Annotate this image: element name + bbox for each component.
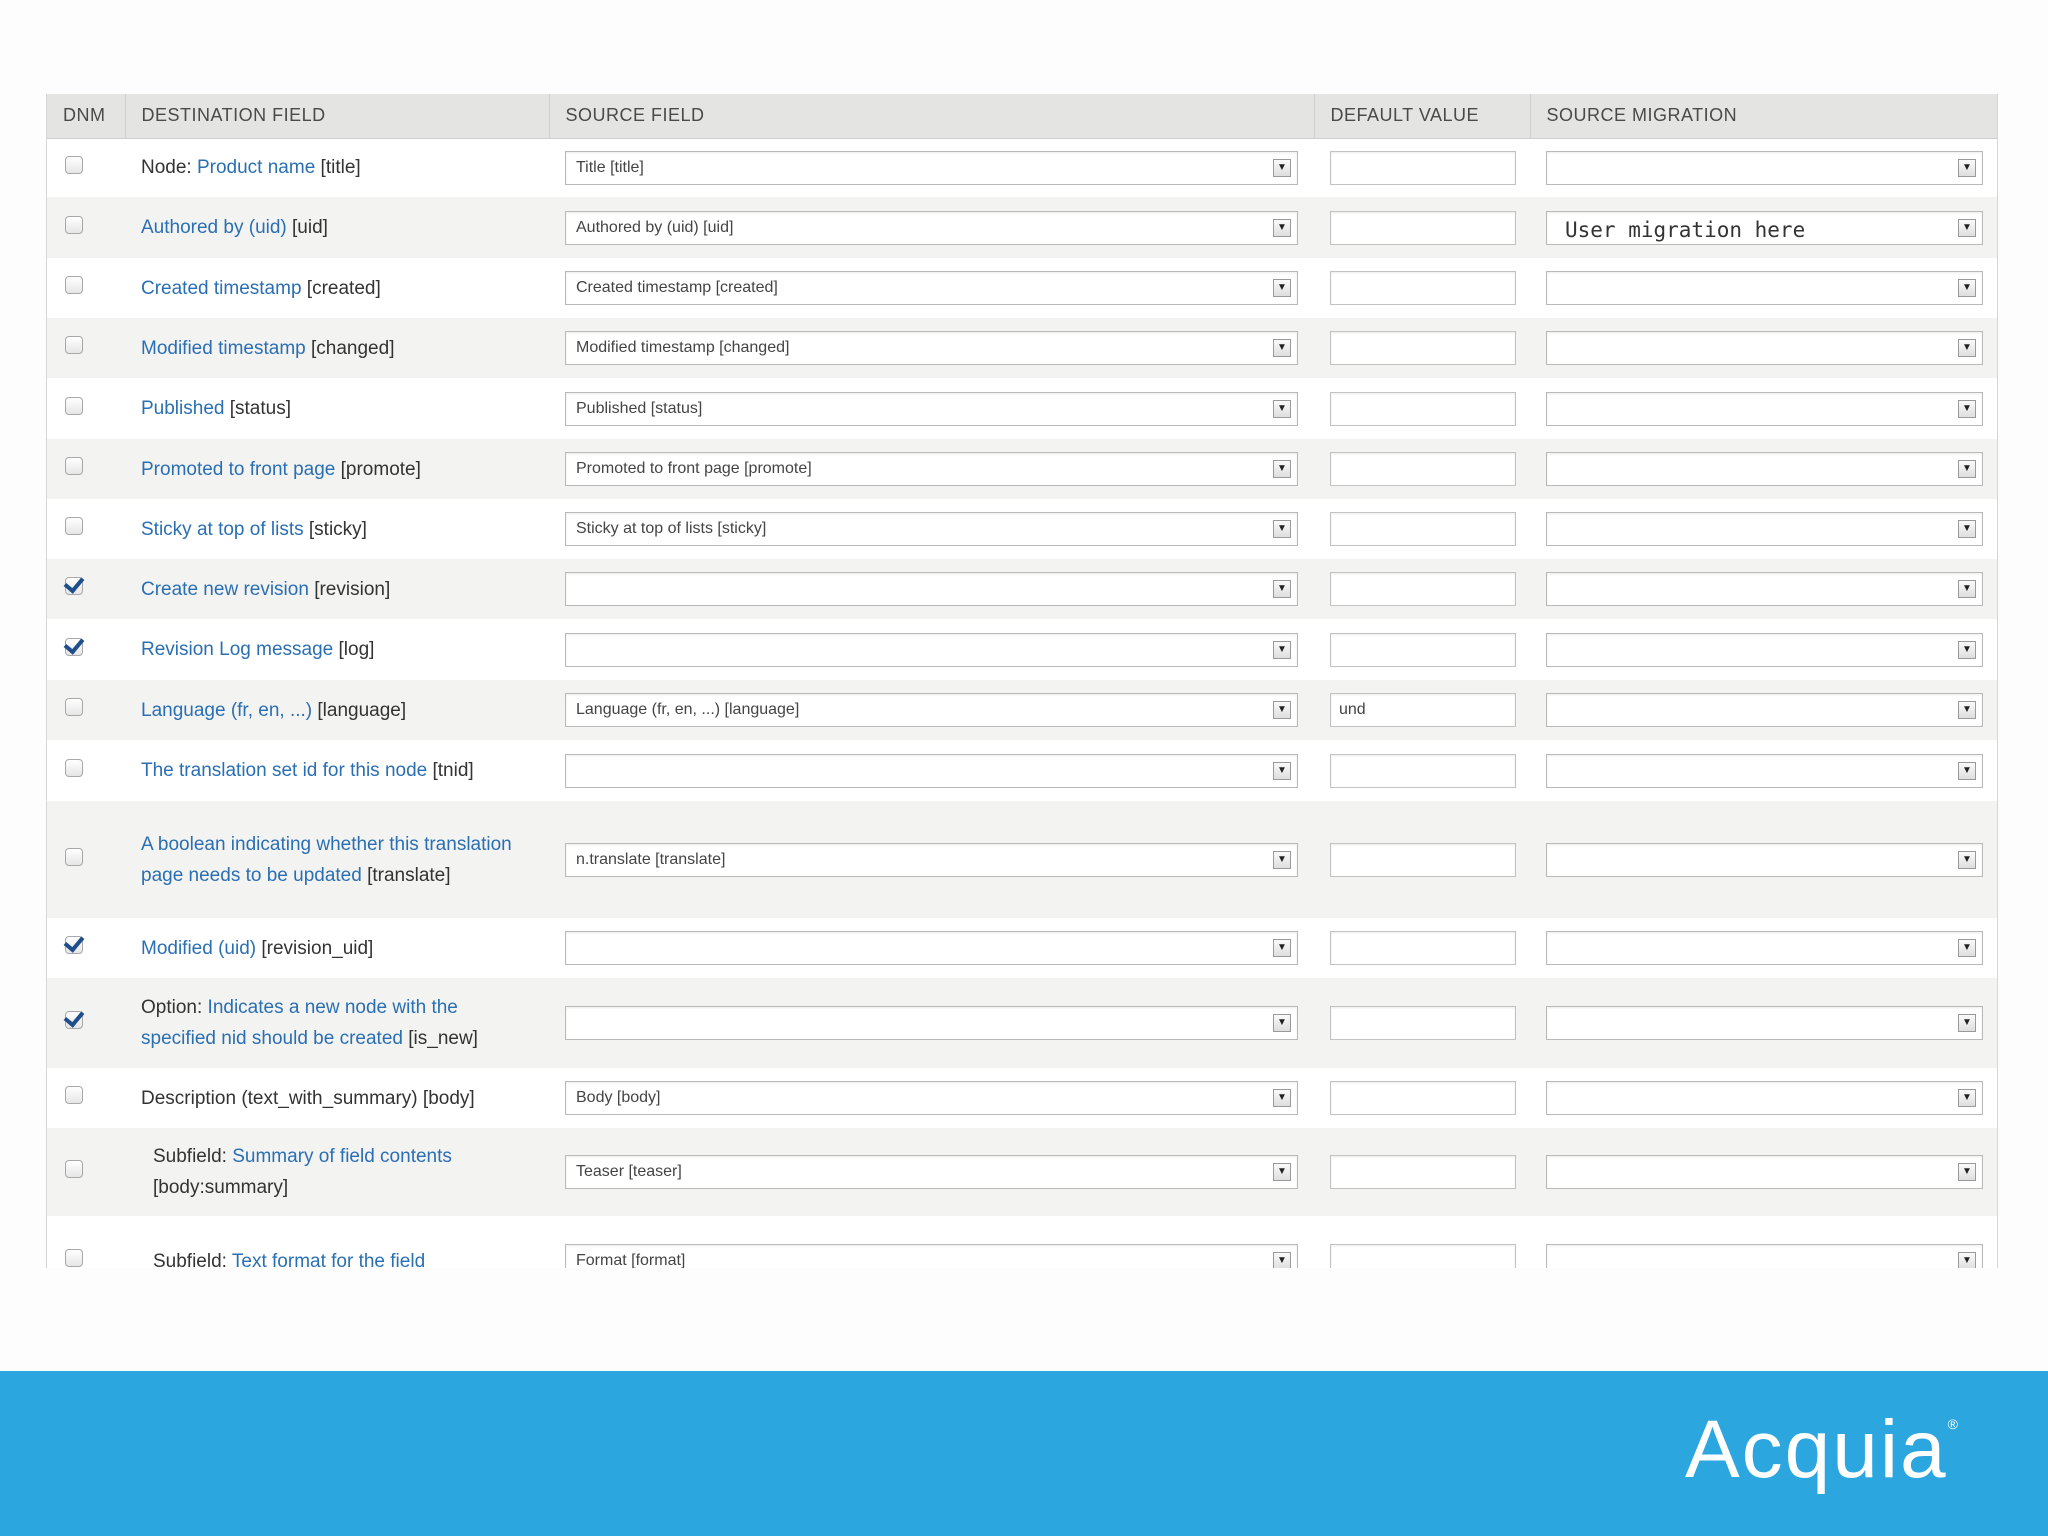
do-not-migrate-checkbox[interactable] <box>65 638 83 656</box>
table-row <box>47 740 1998 801</box>
destination-field-label <box>141 933 533 964</box>
migration-cell <box>1530 197 1998 258</box>
destination-field-label <box>141 152 533 183</box>
dropdown-arrow-icon: ▼ <box>1958 1014 1976 1032</box>
do-not-migrate-checkbox[interactable] <box>65 1160 83 1178</box>
destination-field-link[interactable]: Indicates a new node with the specified nid should be created <box>141 997 458 1049</box>
source-cell <box>549 1216 1314 1268</box>
source-cell <box>549 439 1314 499</box>
default-value-input[interactable] <box>1330 512 1516 546</box>
destination-cell <box>125 439 549 499</box>
column-header-source: SOURCE FIELD <box>549 94 1314 138</box>
destination-field-link[interactable]: A boolean indicating whether this translation page needs to be updated <box>141 833 512 886</box>
source-migration-value <box>1557 278 1565 302</box>
table-row <box>47 1068 1998 1128</box>
default-cell <box>1314 318 1530 378</box>
source-cell <box>549 499 1314 559</box>
do-not-migrate-checkbox[interactable] <box>65 517 83 535</box>
default-cell <box>1314 378 1530 439</box>
source-field-select[interactable] <box>565 392 1298 426</box>
dropdown-arrow-icon: ▼ <box>1958 219 1976 237</box>
destination-field-label <box>141 514 533 545</box>
dropdown-arrow-icon: ▼ <box>1958 701 1976 719</box>
source-migration-select[interactable] <box>1546 1081 1983 1115</box>
default-value-input[interactable] <box>1330 392 1516 426</box>
table-body <box>47 138 1998 1268</box>
destination-cell <box>125 378 549 439</box>
destination-field-label <box>141 829 533 891</box>
default-value-input[interactable] <box>1330 633 1516 667</box>
do-not-migrate-checkbox[interactable] <box>65 1086 83 1104</box>
table-row <box>47 499 1998 559</box>
source-migration-value <box>1557 700 1565 724</box>
source-field-select[interactable] <box>565 931 1298 965</box>
destination-cell <box>125 801 549 918</box>
source-migration-value <box>1557 850 1565 874</box>
dnm-cell <box>47 499 125 559</box>
default-cell <box>1314 801 1530 918</box>
table-row <box>47 559 1998 619</box>
default-value-input[interactable] <box>1330 271 1516 305</box>
destination-cell <box>125 138 549 197</box>
dropdown-arrow-icon: ▼ <box>1273 1252 1291 1268</box>
dnm-cell <box>47 740 125 801</box>
default-value-input[interactable] <box>1330 931 1516 965</box>
dropdown-arrow-icon: ▼ <box>1273 1014 1291 1032</box>
dropdown-arrow-icon: ▼ <box>1958 939 1976 957</box>
destination-machine-name: [sticky] <box>303 518 367 540</box>
dnm-cell <box>47 1128 125 1216</box>
dropdown-arrow-icon: ▼ <box>1273 400 1291 418</box>
migration-cell <box>1530 978 1998 1068</box>
source-migration-value <box>1557 399 1565 423</box>
dropdown-arrow-icon: ▼ <box>1273 279 1291 297</box>
dnm-cell <box>47 439 125 499</box>
destination-field-label <box>141 695 533 726</box>
source-migration-select[interactable] <box>1546 331 1983 365</box>
source-migration-select[interactable] <box>1546 633 1983 667</box>
column-header-dnm: DNM <box>47 94 125 138</box>
dropdown-arrow-icon: ▼ <box>1273 580 1291 598</box>
field-mapping-table-wrapper <box>46 94 1998 1268</box>
source-migration-select[interactable] <box>1546 1006 1983 1040</box>
source-migration-select[interactable] <box>1546 211 1983 245</box>
destination-cell <box>125 1068 549 1128</box>
source-field-value: n.translate [translate] <box>576 850 726 868</box>
dropdown-arrow-icon: ▼ <box>1958 1089 1976 1107</box>
default-value-input[interactable] <box>1330 1006 1516 1040</box>
dropdown-arrow-icon: ▼ <box>1273 460 1291 478</box>
source-field-select[interactable] <box>565 1155 1298 1189</box>
migration-cell <box>1530 439 1998 499</box>
dnm-cell <box>47 258 125 318</box>
source-migration-select[interactable] <box>1546 271 1983 305</box>
migration-cell <box>1530 1068 1998 1128</box>
do-not-migrate-checkbox[interactable] <box>65 759 83 777</box>
destination-prefix: Description (text_with_summary) [body] <box>141 1087 475 1109</box>
destination-machine-name: [log] <box>333 639 375 660</box>
default-cell <box>1314 1128 1530 1216</box>
dropdown-arrow-icon: ▼ <box>1958 1163 1976 1181</box>
source-field-select[interactable] <box>565 1244 1298 1268</box>
migration-cell <box>1530 138 1998 197</box>
acquia-logo: Acquia® <box>1684 1404 1960 1495</box>
dropdown-arrow-icon: ▼ <box>1273 219 1291 237</box>
column-header-destination: DESTINATION FIELD <box>125 94 549 138</box>
source-cell <box>549 978 1314 1068</box>
source-migration-select[interactable] <box>1546 151 1983 185</box>
table-row <box>47 1216 1998 1268</box>
dnm-cell <box>47 378 125 439</box>
source-migration-value <box>1557 579 1565 603</box>
migration-cell <box>1530 680 1998 740</box>
destination-cell <box>125 680 549 740</box>
default-value-input[interactable] <box>1330 452 1516 486</box>
dropdown-arrow-icon: ▼ <box>1958 762 1976 780</box>
destination-field-label <box>141 992 533 1054</box>
dropdown-arrow-icon: ▼ <box>1958 1252 1976 1268</box>
do-not-migrate-checkbox[interactable] <box>65 336 83 354</box>
default-value-input[interactable] <box>1330 572 1516 606</box>
default-value-input[interactable] <box>1330 211 1516 245</box>
source-migration-select[interactable] <box>1546 572 1983 606</box>
source-migration-value: User migration here <box>1565 217 1806 242</box>
default-cell <box>1314 197 1530 258</box>
default-cell <box>1314 680 1530 740</box>
destination-machine-name: [translate] <box>361 864 451 886</box>
source-field-select[interactable] <box>565 754 1298 788</box>
dnm-cell <box>47 1216 125 1268</box>
source-field-select[interactable] <box>565 211 1298 245</box>
source-field-select[interactable] <box>565 693 1298 727</box>
destination-machine-name: [is_new] <box>402 1028 478 1049</box>
table-row <box>47 138 1998 197</box>
default-cell <box>1314 559 1530 619</box>
table-row <box>47 439 1998 499</box>
default-value-input[interactable] <box>1330 1244 1516 1268</box>
source-field-select[interactable] <box>565 151 1298 185</box>
destination-machine-name: [revision] <box>308 578 391 600</box>
source-cell <box>549 1068 1314 1128</box>
field-mapping-table <box>47 94 1998 1268</box>
migration-cell <box>1530 378 1998 439</box>
source-field-select[interactable] <box>565 633 1298 667</box>
do-not-migrate-checkbox[interactable] <box>65 848 83 866</box>
source-field-select[interactable] <box>565 512 1298 546</box>
migration-cell <box>1530 258 1998 318</box>
source-cell <box>549 619 1314 680</box>
source-field-select[interactable] <box>565 572 1298 606</box>
migration-cell <box>1530 801 1998 918</box>
source-migration-value <box>1557 1088 1565 1112</box>
do-not-migrate-checkbox[interactable] <box>65 276 83 294</box>
dropdown-arrow-icon: ▼ <box>1273 939 1291 957</box>
destination-machine-name: [status] <box>224 398 291 419</box>
column-header-default: DEFAULT VALUE <box>1314 94 1530 138</box>
source-migration-select[interactable] <box>1546 452 1983 486</box>
table-row <box>47 978 1998 1068</box>
source-field-value: Teaser [teaser] <box>576 1163 682 1180</box>
table-row <box>47 619 1998 680</box>
destination-machine-name: [uid] <box>286 217 328 238</box>
source-cell <box>549 1128 1314 1216</box>
source-migration-select[interactable] <box>1546 693 1983 727</box>
dropdown-arrow-icon: ▼ <box>1273 701 1291 719</box>
destination-field-label <box>141 333 533 364</box>
dnm-cell <box>47 918 125 978</box>
dnm-cell <box>47 619 125 680</box>
source-migration-select[interactable] <box>1546 754 1983 788</box>
source-field-value: Modified timestamp [changed] <box>576 339 790 356</box>
destination-prefix: Subfield: <box>153 1250 232 1268</box>
dnm-cell <box>47 680 125 740</box>
dnm-cell <box>47 801 125 918</box>
table-row <box>47 918 1998 978</box>
destination-cell <box>125 619 549 680</box>
destination-field-label <box>141 1083 533 1114</box>
destination-machine-name: [changed] <box>305 337 395 359</box>
source-migration-value <box>1557 338 1565 362</box>
source-migration-value <box>1557 519 1565 543</box>
do-not-migrate-checkbox[interactable] <box>65 936 83 954</box>
source-cell <box>549 378 1314 439</box>
source-field-value: Created timestamp [created] <box>576 279 778 296</box>
destination-field-link[interactable]: Authored by (uid) <box>141 217 287 238</box>
migration-cell <box>1530 1216 1998 1268</box>
dnm-cell <box>47 138 125 197</box>
source-field-select[interactable] <box>565 452 1298 486</box>
destination-field-link[interactable]: The translation set id for this node <box>141 760 428 781</box>
dropdown-arrow-icon: ▼ <box>1273 1089 1291 1107</box>
destination-field-link[interactable]: Created timestamp <box>141 277 302 299</box>
destination-cell <box>125 559 549 619</box>
do-not-migrate-checkbox[interactable] <box>65 698 83 716</box>
do-not-migrate-checkbox[interactable] <box>65 1011 83 1029</box>
default-value-input[interactable] <box>1330 1155 1516 1189</box>
dnm-cell <box>47 559 125 619</box>
dropdown-arrow-icon: ▼ <box>1273 762 1291 780</box>
dropdown-arrow-icon: ▼ <box>1958 339 1976 357</box>
source-cell <box>549 740 1314 801</box>
table-row <box>47 258 1998 318</box>
do-not-migrate-checkbox[interactable] <box>65 577 83 595</box>
source-migration-select[interactable] <box>1546 931 1983 965</box>
source-field-value: Title [title] <box>576 158 644 176</box>
default-cell <box>1314 978 1530 1068</box>
destination-field-label <box>141 634 533 665</box>
destination-field-label <box>141 273 533 304</box>
source-field-select[interactable] <box>565 331 1298 365</box>
migration-cell <box>1530 740 1998 801</box>
migration-cell <box>1530 499 1998 559</box>
destination-field-label <box>141 574 533 605</box>
destination-cell <box>125 978 549 1068</box>
migration-cell <box>1530 1128 1998 1216</box>
source-migration-value <box>1557 1162 1565 1186</box>
dropdown-arrow-icon: ▼ <box>1958 851 1976 869</box>
destination-field-link[interactable]: Text format for the field <box>231 1250 426 1268</box>
source-field-value: Published [status] <box>576 399 703 417</box>
destination-field-label <box>141 1246 533 1269</box>
source-migration-select[interactable] <box>1546 1155 1983 1189</box>
destination-field-link[interactable]: Product name <box>196 157 316 179</box>
table-row <box>47 801 1998 918</box>
default-cell <box>1314 740 1530 801</box>
destination-cell <box>125 197 549 258</box>
source-field-value: Body [body] <box>576 1089 661 1106</box>
destination-field-label <box>141 755 533 786</box>
source-cell <box>549 138 1314 197</box>
table-row <box>47 378 1998 439</box>
do-not-migrate-checkbox[interactable] <box>65 1249 83 1267</box>
default-value-input[interactable] <box>1330 331 1516 365</box>
destination-field-link[interactable]: Summary of field contents <box>232 1146 452 1167</box>
migration-cell <box>1530 918 1998 978</box>
dropdown-arrow-icon: ▼ <box>1958 460 1976 478</box>
source-field-value: Format [format] <box>576 1252 686 1268</box>
source-field-value: Promoted to front page [promote] <box>576 460 812 477</box>
source-cell <box>549 318 1314 378</box>
default-value-input[interactable] <box>1330 843 1516 877</box>
table-row <box>47 1128 1998 1216</box>
source-cell <box>549 258 1314 318</box>
do-not-migrate-checkbox[interactable] <box>65 397 83 415</box>
source-cell <box>549 559 1314 619</box>
source-migration-value <box>1557 459 1565 483</box>
destination-cell <box>125 918 549 978</box>
migration-cell <box>1530 559 1998 619</box>
source-field-select[interactable] <box>565 1006 1298 1040</box>
table-header-row <box>47 94 1998 138</box>
destination-machine-name: [title] <box>315 157 361 179</box>
destination-cell <box>125 318 549 378</box>
source-migration-select[interactable] <box>1546 512 1983 546</box>
dropdown-arrow-icon: ▼ <box>1273 851 1291 869</box>
destination-machine-name: [tnid] <box>427 760 474 781</box>
dropdown-arrow-icon: ▼ <box>1273 1163 1291 1181</box>
dropdown-arrow-icon: ▼ <box>1958 641 1976 659</box>
source-field-select[interactable] <box>565 271 1298 305</box>
destination-field-link[interactable]: Published <box>141 398 225 419</box>
migration-cell <box>1530 318 1998 378</box>
destination-field-link[interactable]: Revision Log message <box>141 639 334 660</box>
source-cell <box>549 680 1314 740</box>
dropdown-arrow-icon: ▼ <box>1273 339 1291 357</box>
destination-prefix: Subfield: <box>153 1146 233 1167</box>
dnm-cell <box>47 1068 125 1128</box>
do-not-migrate-checkbox[interactable] <box>65 216 83 234</box>
destination-cell <box>125 258 549 318</box>
source-migration-select[interactable] <box>1546 392 1983 426</box>
source-migration-select[interactable] <box>1546 1244 1983 1268</box>
dnm-cell <box>47 978 125 1068</box>
source-cell <box>549 197 1314 258</box>
default-value-input[interactable] <box>1330 754 1516 788</box>
default-value-input[interactable]: und <box>1330 693 1516 727</box>
column-header-migration: SOURCE MIGRATION <box>1530 94 1998 138</box>
default-value-input[interactable] <box>1330 1081 1516 1115</box>
default-cell <box>1314 439 1530 499</box>
default-cell <box>1314 619 1530 680</box>
default-cell <box>1314 499 1530 559</box>
destination-field-link[interactable]: Promoted to front page <box>141 458 336 480</box>
source-migration-value <box>1557 640 1565 664</box>
destination-cell <box>125 499 549 559</box>
destination-field-label <box>141 212 533 243</box>
destination-field-label <box>141 1141 533 1203</box>
dropdown-arrow-icon: ▼ <box>1273 159 1291 177</box>
destination-cell <box>125 1128 549 1216</box>
do-not-migrate-checkbox[interactable] <box>65 457 83 475</box>
default-cell <box>1314 1216 1530 1268</box>
source-field-select[interactable] <box>565 1081 1298 1115</box>
default-cell <box>1314 138 1530 197</box>
dropdown-arrow-icon: ▼ <box>1958 400 1976 418</box>
brand-footer <box>0 1371 2048 1536</box>
destination-field-label <box>141 454 533 485</box>
destination-field-link[interactable]: Create new revision <box>141 578 309 600</box>
destination-machine-name: [promote] <box>335 458 421 480</box>
dropdown-arrow-icon: ▼ <box>1958 520 1976 538</box>
destination-field-link[interactable]: Modified timestamp <box>141 337 306 359</box>
dropdown-arrow-icon: ▼ <box>1958 159 1976 177</box>
destination-machine-name: [created] <box>301 277 381 299</box>
destination-prefix: Option: <box>141 997 208 1018</box>
table-row <box>47 318 1998 378</box>
destination-cell <box>125 1216 549 1268</box>
source-cell <box>549 918 1314 978</box>
destination-field-label <box>141 393 533 424</box>
default-cell <box>1314 918 1530 978</box>
source-migration-select[interactable] <box>1546 843 1983 877</box>
source-field-value: Authored by (uid) [uid] <box>576 218 734 236</box>
destination-field-link[interactable]: Modified (uid) <box>141 937 257 959</box>
source-migration-value <box>1557 158 1565 182</box>
destination-field-link[interactable]: Sticky at top of lists <box>141 518 304 540</box>
dropdown-arrow-icon: ▼ <box>1958 580 1976 598</box>
dropdown-arrow-icon: ▼ <box>1273 641 1291 659</box>
dnm-cell <box>47 197 125 258</box>
destination-machine-name: [language] <box>312 699 407 721</box>
default-cell <box>1314 258 1530 318</box>
source-migration-value <box>1557 938 1565 962</box>
default-cell <box>1314 1068 1530 1128</box>
destination-machine-name: [body:summary] <box>153 1177 289 1198</box>
migration-cell <box>1530 619 1998 680</box>
destination-machine-name: [revision_uid] <box>256 937 374 959</box>
source-migration-value <box>1557 1251 1565 1268</box>
source-field-value: Language (fr, en, ...) [language] <box>576 701 800 718</box>
dropdown-arrow-icon: ▼ <box>1958 279 1976 297</box>
source-field-select[interactable] <box>565 843 1298 877</box>
dropdown-arrow-icon: ▼ <box>1273 520 1291 538</box>
destination-prefix: Node: <box>141 157 197 179</box>
dnm-cell <box>47 318 125 378</box>
destination-cell <box>125 740 549 801</box>
default-value-input[interactable] <box>1330 151 1516 185</box>
source-migration-value <box>1557 761 1565 785</box>
table-row <box>47 680 1998 740</box>
source-field-value: Sticky at top of lists [sticky] <box>576 520 767 537</box>
do-not-migrate-checkbox[interactable] <box>65 156 83 174</box>
table-row <box>47 197 1998 258</box>
source-migration-value <box>1557 1013 1565 1037</box>
source-cell <box>549 801 1314 918</box>
destination-field-link[interactable]: Language (fr, en, ...) <box>141 699 313 721</box>
